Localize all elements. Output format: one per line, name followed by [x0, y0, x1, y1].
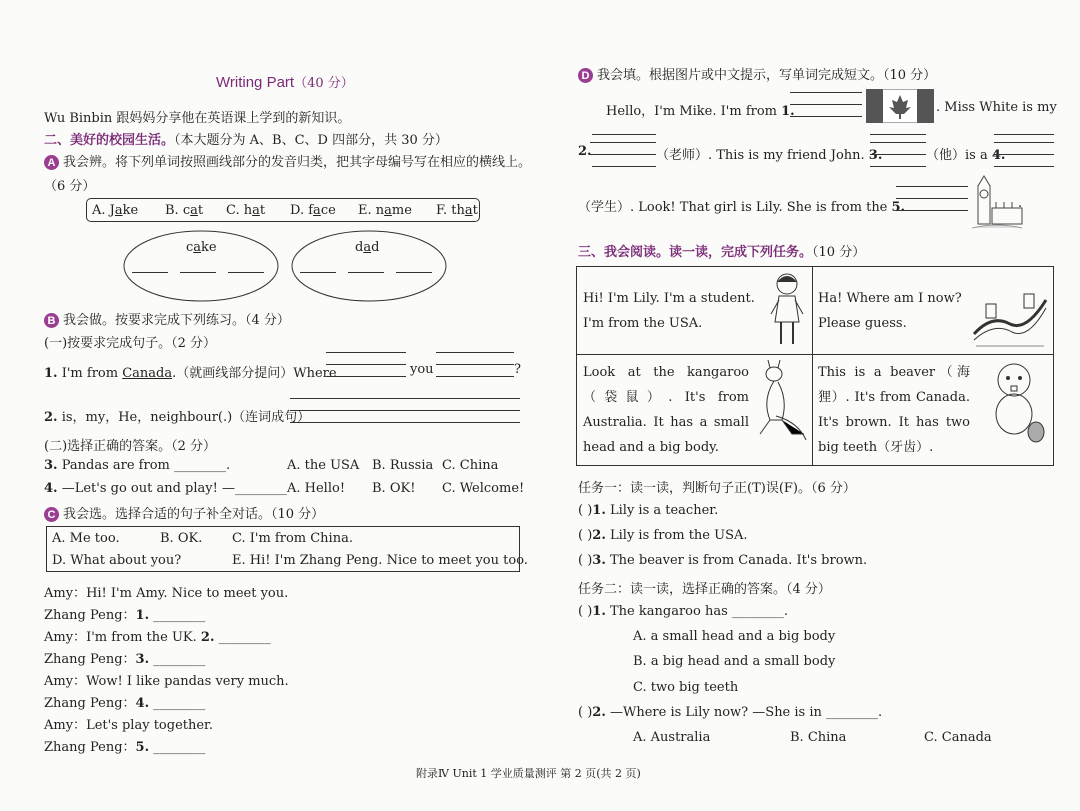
kangaroo-icon — [752, 360, 808, 444]
answer-line[interactable] — [290, 422, 520, 423]
task2-q1-option-a[interactable]: A. a small head and a big body — [633, 629, 836, 644]
question-3: 3. Pandas are from ________. — [44, 458, 231, 473]
q4-option-c[interactable]: C. Welcome! — [442, 481, 525, 496]
dialog-text: Let's play together. — [86, 718, 213, 733]
word-option: A. Jake — [92, 203, 139, 218]
blank-number: 3. — [135, 652, 150, 667]
question-4: 4. —Let's go out and play! —________ — [44, 481, 287, 496]
lily-text-1: Hi! I'm Lily. I'm a student. — [583, 291, 755, 306]
partD-line1-end: . Miss White is my — [936, 100, 1057, 115]
task2-q2-option-a[interactable]: A. Australia — [633, 730, 711, 745]
true-false-item: ( )2. Lily is from the USA. — [578, 528, 748, 543]
kangaroo-text: Look at the kangaroo（袋鼠）. It's from Australia. It has a small head and a big body. — [583, 365, 749, 455]
answer-line[interactable] — [592, 134, 656, 135]
answer-paren[interactable]: ( ) — [578, 553, 593, 568]
blank-number: 5. — [135, 740, 150, 755]
answer-blank[interactable]: ________ — [218, 630, 271, 645]
beaver-text: This is a beaver（海狸）. It's from Canada. It's brown. It has two big teeth（牙齿）. — [818, 365, 970, 455]
dialog-speaker: Zhang Peng： — [44, 608, 136, 623]
answer-line[interactable] — [348, 272, 384, 273]
answer-blank[interactable]: ________ — [153, 740, 206, 755]
dialog-speaker: Amy： — [44, 674, 87, 689]
question-2: 2. is，my，He，neighbour(.)（连词成句） — [44, 410, 311, 425]
partD-line3: （学生）. Look! That girl is Lily. She is from the 5. — [578, 200, 906, 215]
partB-sub2: (二)选择正确的答案。（2 分） — [44, 439, 217, 454]
answer-blank[interactable]: ________ — [153, 696, 206, 711]
dialog-line — [44, 714, 213, 733]
word-option: D. face — [290, 203, 336, 218]
wall-text-2: Please guess. — [818, 316, 907, 331]
blank-number: 1. — [135, 608, 150, 623]
partB-sub1: (一)按要求完成句子。（2 分） — [44, 336, 217, 351]
dialog-text: Hi! I'm Amy. Nice to meet you. — [86, 586, 289, 601]
answer-line[interactable] — [436, 364, 514, 365]
girl-icon — [765, 270, 809, 350]
section3-heading: 三、我会阅读。读一读，完成下列任务。（10 分） — [578, 245, 866, 260]
badge-C: C — [44, 507, 59, 522]
lily-text-2: I'm from the USA. — [583, 316, 703, 331]
wall-text-1: Ha! Where am I now? — [818, 291, 962, 306]
intro-text: Wu Binbin 跟妈妈分享他在英语课上学到的新知识。 — [44, 111, 351, 126]
answer-line[interactable] — [896, 186, 968, 187]
answer-line[interactable] — [790, 116, 862, 117]
answer-line[interactable] — [896, 210, 968, 211]
dialog-speaker: Amy： — [44, 630, 87, 645]
writing-title: Writing Part（40 分） — [216, 74, 354, 91]
badge-B: B — [44, 313, 59, 328]
dialog-line — [44, 692, 205, 711]
q4-option-b[interactable]: B. OK! — [372, 481, 416, 496]
answer-line[interactable] — [790, 92, 862, 93]
answer-line[interactable] — [290, 410, 520, 411]
partD-line2-mid: （老师）. This is my friend John. 3. — [656, 148, 883, 163]
task2-q1-option-c[interactable]: C. two big teeth — [633, 680, 739, 695]
blank-number: 2. — [200, 630, 215, 645]
answer-line[interactable] — [896, 198, 968, 199]
answer-line[interactable] — [180, 272, 216, 273]
dialog-speaker: Zhang Peng： — [44, 740, 136, 755]
badge-D: D — [578, 68, 593, 83]
task2-q2-option-c[interactable]: C. Canada — [924, 730, 992, 745]
task2-q2-option-b[interactable]: B. China — [790, 730, 847, 745]
q1-mark: ? — [514, 362, 521, 377]
question-1: 1. I'm from Canada.（就画线部分提问）Where — [44, 366, 337, 381]
table-divider — [812, 266, 813, 465]
answer-blank[interactable]: ________ — [153, 652, 206, 667]
dialog-option-b: B. OK. — [160, 531, 203, 546]
dialog-speaker: Amy： — [44, 718, 87, 733]
section2-heading: 二、美好的校园生活。（本大题分为 A、B、C、D 四部分，共 30 分） — [44, 133, 448, 148]
answer-line[interactable] — [132, 272, 168, 273]
dialog-text: Wow! I like pandas very much. — [86, 674, 289, 689]
answer-line[interactable] — [790, 104, 862, 105]
answer-line[interactable] — [994, 154, 1054, 155]
answer-line[interactable] — [396, 272, 432, 273]
dialog-line — [44, 582, 288, 601]
word-option: E. name — [358, 203, 412, 218]
dialog-line — [44, 648, 205, 667]
answer-line[interactable] — [326, 352, 406, 353]
partD-line1: Hello，I'm Mike. I'm from 1. — [606, 104, 795, 119]
partB-instruction: B 我会做。按要求完成下列练习。（4 分） — [44, 309, 290, 328]
answer-line[interactable] — [300, 272, 336, 273]
oval-word-dad: dad — [355, 240, 380, 255]
answer-blank[interactable]: ________ — [153, 608, 206, 623]
partD-line3-end: . — [1018, 196, 1023, 211]
beaver-icon — [986, 360, 1046, 444]
answer-line[interactable] — [436, 352, 514, 353]
task2-title: 任务二：读一读，选择正确的答案。（4 分） — [578, 582, 831, 597]
dialog-speaker: Zhang Peng： — [44, 696, 136, 711]
dialog-speaker: Amy： — [44, 586, 87, 601]
answer-line[interactable] — [994, 166, 1054, 167]
answer-line[interactable] — [436, 376, 514, 377]
dialog-line — [44, 604, 205, 623]
dialog-line — [44, 670, 289, 689]
answer-line[interactable] — [290, 398, 520, 399]
badge-A: A — [44, 155, 59, 170]
blank-number: 4. — [135, 696, 150, 711]
dialog-option-d: D. What about you? — [52, 553, 182, 568]
true-false-item: ( )3. The beaver is from Canada. It's brown. — [578, 553, 868, 568]
dialog-option-e: E. Hi! I'm Zhang Peng. Nice to meet you too. — [232, 553, 528, 568]
big-ben-icon — [970, 172, 1024, 232]
answer-line[interactable] — [870, 142, 926, 143]
partD-line2: 2. — [578, 144, 592, 159]
word-option: C. hat — [226, 203, 266, 218]
answer-line[interactable] — [590, 142, 656, 143]
dialog-option-c: C. I'm from China. — [232, 531, 353, 546]
task1-title: 任务一：读一读，判断句子正(T)误(F)。（6 分） — [578, 481, 856, 496]
dialog-text: I'm from the UK. — [86, 630, 201, 645]
answer-line[interactable] — [592, 166, 656, 167]
word-option: B. cat — [165, 203, 204, 218]
q3-option-b[interactable]: B. Russia — [372, 458, 434, 473]
answer-line[interactable] — [870, 166, 926, 167]
partA-instruction: A 我会辨。将下列单词按照画线部分的发音归类，把其字母编号写在相应的横线上。 — [44, 151, 531, 170]
q3-option-c[interactable]: C. China — [442, 458, 499, 473]
partD-instruction: D 我会填。根据图片或中文提示，写单词完成短文。（10 分） — [578, 64, 936, 83]
dialog-option-a: A. Me too. — [52, 531, 120, 546]
canada-flag-icon — [866, 89, 934, 123]
partD-line2-end: （他）is a 4. — [926, 148, 1006, 163]
answer-line[interactable] — [994, 134, 1054, 135]
dialog-line — [44, 736, 205, 755]
answer-line[interactable] — [870, 134, 926, 135]
oval-word-cake: cake — [186, 240, 217, 255]
answer-line[interactable] — [228, 272, 264, 273]
task2-q1: ( )1. The kangaroo has ________. — [578, 604, 789, 619]
word-options-box — [86, 198, 480, 222]
dialog-line — [44, 626, 271, 645]
answer-line[interactable] — [326, 376, 406, 377]
answer-line[interactable] — [994, 142, 1054, 143]
task2-q1-option-b[interactable]: B. a big head and a small body — [633, 654, 836, 669]
answer-paren[interactable]: ( ) — [578, 528, 593, 543]
great-wall-icon — [972, 274, 1048, 350]
answer-paren[interactable]: ( ) — [578, 503, 593, 518]
answer-line[interactable] — [590, 154, 656, 155]
answer-line[interactable] — [326, 364, 406, 365]
dialog-speaker: Zhang Peng： — [44, 652, 136, 667]
page-footer: 附录Ⅳ Unit 1 学业质量测评 第 2 页(共 2 页) — [416, 767, 641, 780]
task2-q2: ( )2. —Where is Lily now? —She is in ________. — [578, 705, 883, 720]
q3-option-a[interactable]: A. the USA — [287, 458, 360, 473]
partC-instruction: C 我会选。选择合适的句子补全对话。（10 分） — [44, 503, 324, 522]
q1-you: you — [410, 362, 434, 377]
word-option: F. that — [436, 203, 478, 218]
table-divider — [576, 354, 1053, 355]
true-false-item: ( )1. Lily is a teacher. — [578, 503, 719, 518]
answer-line[interactable] — [870, 154, 926, 155]
q4-option-a[interactable]: A. Hello! — [287, 481, 346, 496]
partA-score: （6 分） — [44, 179, 96, 194]
